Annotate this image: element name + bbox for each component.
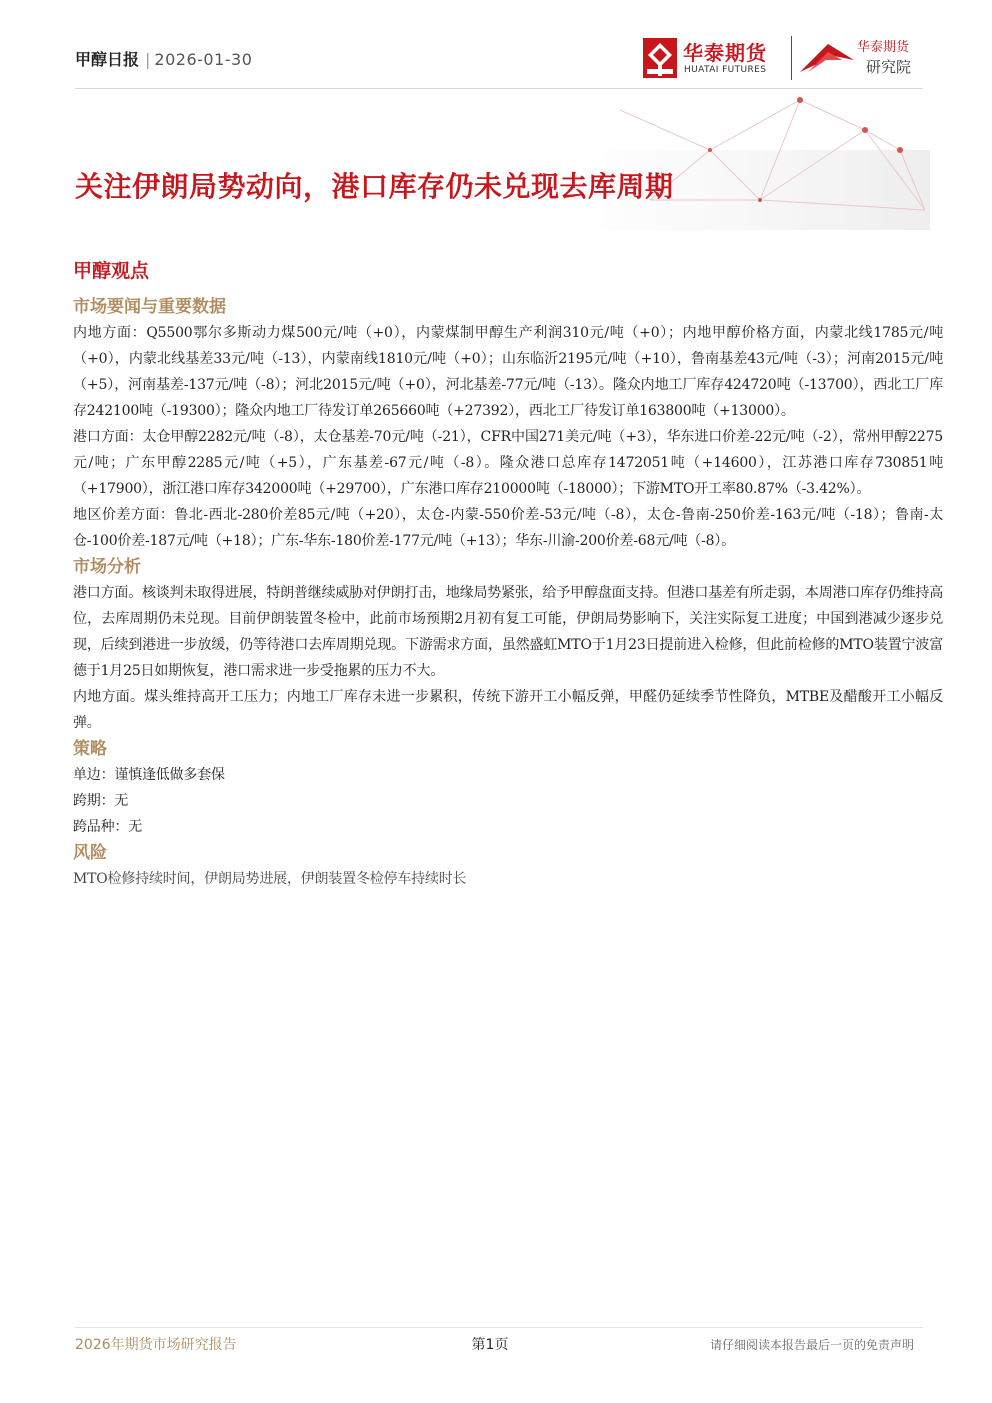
report-date: 2026-01-30 <box>154 50 253 69</box>
risk-text: MTO检修持续时间，伊朗局势进展，伊朗装置冬检停车持续时长 <box>73 871 467 887</box>
huatai-futures-logo <box>643 37 783 81</box>
huatai-emblem-icon <box>643 38 677 78</box>
main-content <box>73 258 943 892</box>
logo-divider <box>791 36 792 80</box>
logo-inst-line1: 华泰期货 <box>857 40 910 55</box>
risk-heading: 风险 <box>73 843 107 863</box>
header-divider <box>75 88 923 89</box>
disclaimer-note: 请仔细阅读本报告最后一页的免责声明 <box>709 1338 914 1352</box>
analysis-inland-paragraph: 内地方面。煤头维持高开工压力；内地工厂库存未进一步累积，传统下游开工小幅反弹，甲醛仍延续季节性降负，MTBE及醋酸开工小幅反弹。 <box>73 689 943 731</box>
logo-inst-line2: 研究院 <box>866 58 912 76</box>
logo-main-en: HUATAI FUTURES <box>684 65 767 75</box>
header-separator: | <box>145 50 151 69</box>
strategy-heading: 策略 <box>73 739 107 759</box>
report-header <box>75 47 252 70</box>
analysis-heading: 市场分析 <box>73 557 141 577</box>
section-title: 甲醇观点 <box>73 260 150 282</box>
page-number: 第1页 <box>471 1337 509 1353</box>
analysis-port-paragraph: 港口方面。核谈判未取得进展，特朗普继续威胁对伊朗打击，地缘局势紧张，给予甲醇盘面支持。但港口基差有所走弱，本周港口库存仍维持高位，去库周期仍未兑现。目前伊朗装置冬检中，此前市场预期2月初有复工可能，伊朗局势影响下，关注实际复工进度；中国到港减少逐步兑现，后续到港进一步放缓，仍等待港口去库周期兑现。下游需求方面，虽然盛虹MTO于1月23日提前进入检修，但此前检修的MTO装置宁波富德于1月25日如期恢复，港口需求进一步受拖累的压力不大。 <box>73 585 943 679</box>
news-port-paragraph: 港口方面：太仓甲醇2282元/吨（-8），太仓基差-70元/吨（-21），CFR中国271美元/吨（+3），华东进口价差-22元/吨（-2），常州甲醇2275元/吨；广东甲醇2285元/吨（+5），广东基差-67元/吨（-8）。隆众港口总库存1472051吨（+14600），江苏港口库存730851吨（+17900），浙江港口库存342000吨（+29700），广东港口库存210000吨（-18000）；下游MTO开工率80.87%（-3.42%）。 <box>73 429 943 497</box>
report-title: 关注伊朗局势动向，港口库存仍未兑现去库周期 <box>75 170 674 203</box>
decorative-network-graphic <box>560 90 930 230</box>
footer-report-name: 2026年期货市场研究报告 <box>75 1337 237 1353</box>
news-inland-paragraph: 内地方面：Q5500鄂尔多斯动力煤500元/吨（+0），内蒙煤制甲醇生产利润310元/吨（+0）；内地甲醇价格方面，内蒙北线1785元/吨（+0），内蒙北线基差33元/吨（-13），内蒙南线1810元/吨（+0）；山东临沂2195元/吨（+10），鲁南基差43元/吨（-3）；河南2015元/吨（+5），河南基差-137元/吨（-8）；河北2015元/吨（+0），河北基差-77元/吨（-13）。隆众内地工厂库存424720吨（-13700），西北工厂库存242100吨（-19300）；隆众内地工厂待发订单265660吨（+27392），西北工厂待发订单163800吨（+13000）。 <box>73 325 943 419</box>
research-institute-logo <box>798 36 923 80</box>
footer-divider <box>75 1327 923 1328</box>
research-wing-icon <box>798 38 858 76</box>
market-news-heading: 市场要闻与重要数据 <box>73 297 226 317</box>
strategy-cross-variety: 跨品种：无 <box>73 819 142 835</box>
strategy-single-side: 单边：谨慎逢低做多套保 <box>73 767 225 783</box>
news-spread-paragraph: 地区价差方面：鲁北-西北-280价差85元/吨（+20），太仓-内蒙-550价差-53元/吨（-8），太仓-鲁南-250价差-163元/吨（-18）；鲁南-太仓-100价差-187元/吨（+18）；广东-华东-180价差-177元/吨（+13）；华东-川渝-200价差-68元/吨（-8）。 <box>73 507 943 549</box>
report-category: 甲醇日报 <box>75 50 140 69</box>
logo-main-cn: 华泰期货 <box>683 41 767 65</box>
strategy-intertemporal: 跨期：无 <box>73 793 129 809</box>
